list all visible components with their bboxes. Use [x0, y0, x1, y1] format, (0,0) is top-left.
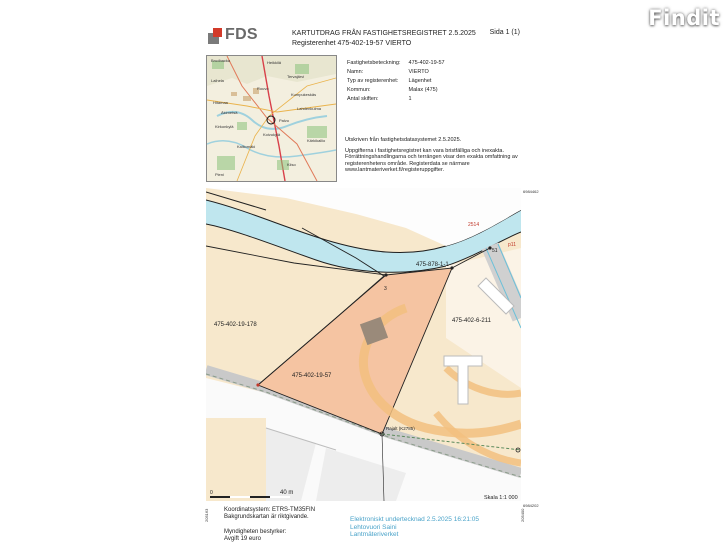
point-label: Rajalt (K2785) [386, 426, 415, 431]
property-label: Fastighetsbeteckning: [347, 60, 401, 66]
fds-logo [208, 27, 258, 47]
minimap-place: Laihela [211, 78, 224, 83]
minimap-place: Tervajärvi [287, 74, 305, 79]
property-row [347, 96, 451, 103]
findit-logo[interactable]: Findit [648, 6, 720, 30]
overview-minimap [206, 55, 337, 182]
property-value: 1 [408, 96, 412, 102]
logo-text: FDS [225, 26, 258, 43]
coord-left-bottom: 205163 [204, 508, 209, 522]
scale-start: 0 [210, 490, 213, 496]
parcel-label-east: 475-402-6-211 [452, 318, 491, 324]
marker-label: 3 [384, 286, 387, 292]
basemap-text: Bakgrundskartan är riktgivande. [224, 514, 309, 520]
signature-block [350, 516, 479, 539]
fee-label: Myndigheten bestyrker: [224, 529, 287, 535]
property-value: Lägenhet [408, 78, 432, 84]
scale-bar-segment [230, 496, 250, 498]
minimap-place: Lahdenkulma [297, 106, 322, 111]
property-row [347, 78, 451, 85]
property-row [347, 69, 451, 76]
fee-text: Avgift 19 euro [224, 536, 261, 542]
signer-org: Lantmäteriverket [350, 531, 399, 538]
property-value: VIERTO [408, 69, 429, 75]
parcel-label-north: 475-878-1-1 [416, 262, 449, 268]
property-value: Malax (475) [408, 87, 438, 93]
scale-text: 40 m [280, 490, 294, 496]
crs-text: Koordinatsystem: ETRS-TM35FIN [224, 507, 316, 513]
document-header [292, 29, 476, 49]
scale-ratio: Skala 1:1 000 [484, 495, 518, 501]
minimap-place: Palvo [279, 118, 290, 123]
minimap-place: Äkimetsä [221, 110, 238, 115]
minimap-place: Koivukylä [263, 132, 281, 137]
property-row [347, 60, 451, 67]
parcel-label-west: 475-402-19-178 [214, 322, 257, 328]
property-label: Kommun: [347, 87, 371, 93]
property-label: Typ av registerenhet: [347, 78, 399, 84]
marker-label: 2514 [468, 222, 480, 228]
signed-text: Elektroniskt undertecknad 2.5.2025 16:21:05 [350, 516, 480, 523]
marker-label: p11 [508, 242, 516, 248]
page-number: Sida 1 (1) [489, 29, 520, 36]
minimap-place: Kalliomäki [237, 144, 256, 149]
minimap-place: Brudbacka [211, 58, 231, 63]
property-label: Namn: [347, 69, 364, 75]
property-map-svg [206, 188, 521, 501]
printed-note: Utskriven från fastighetsdatasystemet 2.5.2025. [345, 137, 462, 143]
coord-right-bottom: 205400 [520, 508, 525, 522]
property-table [345, 58, 453, 105]
minimap-place: Kumpukeskäs [291, 92, 317, 97]
coord-top: 6984462 [523, 189, 539, 194]
minimap-place: Kirkonkylä [215, 124, 234, 129]
property-value: 475-402-19-57 [408, 60, 445, 66]
parcel-label-main: 475-402-19-57 [292, 373, 332, 379]
disclaimer-note: Uppgifterna i fastighetsregistret kan vara bristfälliga och inexakta. Förrättningshandlingarna och terrängen visar den exakta omfattning av registerenhetens område. Registerdata se närmare www.lantmateriverket.fi/registeruppgifter. [345, 147, 518, 174]
minimap-place: Kiiso [287, 162, 296, 167]
logo-square-red [213, 28, 222, 37]
minimap-svg [207, 56, 336, 181]
property-label: Antal skiften: [347, 96, 379, 102]
scale-bar-segment [270, 496, 290, 498]
document-subtitle: Registerenhet 475-402-19-57 VIERTO [292, 40, 412, 47]
footer-left [224, 507, 315, 543]
minimap-place: Kärkikallio [307, 138, 326, 143]
minimap-place: Hitamaa [213, 100, 228, 105]
property-map [206, 188, 521, 501]
document-title: KARTUTDRAG FRÅN FASTIGHETSREGISTRET 2.5.2025 [292, 30, 476, 37]
minimap-place: Rouvo [257, 86, 269, 91]
minimap-place: Pieni [215, 172, 224, 177]
marker-label: 51 [492, 248, 498, 254]
signer-name: Lehtovuori Saini [350, 523, 397, 531]
coord-bottom: 6984202 [523, 503, 539, 508]
document-page [200, 0, 539, 546]
minimap-place: Heikkilä [267, 60, 282, 65]
property-row [347, 87, 451, 94]
notes-block [345, 137, 520, 178]
